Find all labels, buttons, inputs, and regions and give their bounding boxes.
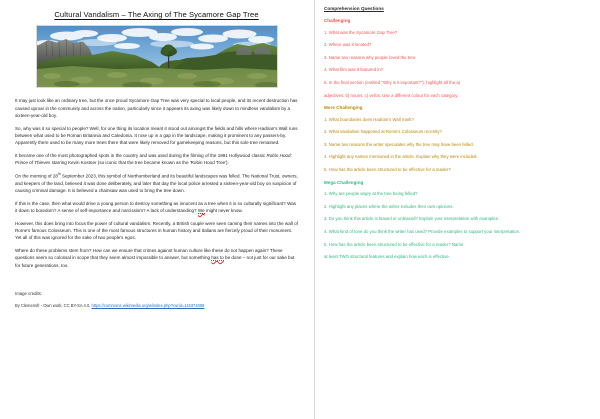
question-item: 4. What kind of tone do you think the writer has used? Provide examples to support your interpretation. [324,229,521,235]
comprehension-questions-title: Comprehension Questions [324,6,384,11]
credits-link[interactable]: https://commons.wikimedia.org/w/index.php?curid=115374008 [91,302,205,308]
question-group-challenging [324,18,592,99]
hero-figure [15,25,298,88]
article-paragraph: So, why was it so special to people? Well, for one thing its location meant it stood out amongst the fields and hills where Hadrian's Wall runs between what used to be Roman Britannia and Caledonia. It rose up in a gap in the landscape, making it prominent to any passers-by. Apparently there used to be many more trees there that were likely removed for gamekeeping reasons, but this sole tree remained. [15,125,298,146]
question-item: 3. Do you think this article is biased or unbiased? Explain your interpretation with examples. [324,216,500,222]
article-paragraph [15,247,298,269]
credits-heading: Image credits: [15,290,42,296]
film-title: Robin Hood: Prince of Thieves [15,153,292,166]
sycamore-gap-photo [36,25,278,88]
question-item: 1. Why are people angry at the tree being felled? [324,191,418,197]
questions-column [315,0,600,419]
question-group-more-challenging [324,105,592,173]
question-group-heading: More Challenging [324,105,363,111]
paragraph-text-part: On the morning of 28 [15,173,58,179]
question-item: 5. How has the article been structured to be effective for a reader? Name [324,241,464,247]
spellcheck-word: We [197,208,205,214]
article-paragraph: However, this does bring into focus the power of cultural vandalism. Recently, a British couple were seen carving their names into the wall of Rome's famous Colosseum. This is one of the most famous structures in human history and Italians are fiercely proud of their monument. Yet all of this was ignored for the sake of two people's egos. [15,220,298,241]
paragraph-text-part: It became one of the most photographed spots in the country and was used during the filming of the 1991 Hollywood classic [15,153,267,159]
question-group-heading: Challenging [324,18,351,23]
question-continuation: adjectives; b) nouns; c) verbs. Use a different colour for each category. [324,92,459,98]
paragraph-text-part: If this is the case, then what would drive a young person to destroy something as innocent as a tree when it is so culturally significant? Was it down to boredom? A sense of self-importance and narcissism? A lack of understanding? [15,200,297,214]
credits-line [15,303,298,309]
paragraph-text-part: be done – not just for our sake but for future generations, too. [15,255,295,268]
question-item: 1. What was the Sycamore Gap Tree? [324,29,398,35]
paragraph-text-part: starring Kevin Kostner (so iconic that the tree became known as the 'Robin Hood Tree'). [50,160,229,166]
article-paragraph: It may just look like an ordinary tree, but the once proud Sycamore Gap Tree was very special to local people, and its recent destruction has caused uproar in the community and across the nation, particularly since it appears its axing was likely down to mindless vandalism by a sixteen-year-old boy. [15,98,298,119]
paragraph-text-part: Where do these problems stem from? How can we ensure that crimes against human culture like these do not happen again? These questions seem so colossal in scope that they seem almost impossible to answer, but something [15,247,283,261]
question-item: 3. Name two reasons why people loved the tree. [324,54,417,60]
ordinal-suffix: th [57,171,61,176]
article-paragraph [15,152,298,167]
question-item: 5. How has the article been structured to be effective for a reader? [324,167,451,173]
question-item: 2. Highlight any places where the writer includes their own opinions. [324,203,454,209]
question-item: 2. Where was it located? [324,42,372,48]
question-item: 1. What boundaries does Hadrian's Wall mark? [324,116,414,122]
question-item: 3. Name two reasons the writer speculates why the tree may have been felled. [324,141,474,147]
question-item: 5. In the final section (entitled "Why is it important?"), highlight all the a) [324,79,461,85]
article-paragraph [15,172,298,195]
spellcheck-word: has to [211,255,224,261]
question-group-heading: Mega Challenging [324,179,364,185]
paragraph-text-part: September 2023, this symbol of Northumberland and its beautiful landscapes was felled. The National Trust, owners, and keepers of the land, believed it was done deliberately, and later that day the local police arrested a sixteen-year-old boy on suspicion of causing criminal damage. It is believed a chainsaw was used to bring the tree down. [15,173,298,194]
question-item: 2. What vandalism happened at Rome's Colosseum recently? [324,129,442,135]
question-item: 4. What film was it featured in? [324,67,384,73]
question-item: 4. Highlight any names mentioned in the article. Explain why they were included. [324,154,478,160]
question-continuation: at least TWO structural features and explain how each is effective. [324,254,450,260]
paragraph-text-part: might never know. [204,208,243,214]
credits-attribution: By Clemensfr - Own work, CC BY-SA 4.0, [15,302,91,308]
question-group-mega-challenging [324,180,592,261]
credits-block [15,291,298,309]
page-title: Cultural Vandalism – The Axing of The Sycamore Gap Tree [54,10,259,19]
article-paragraph [15,200,298,215]
